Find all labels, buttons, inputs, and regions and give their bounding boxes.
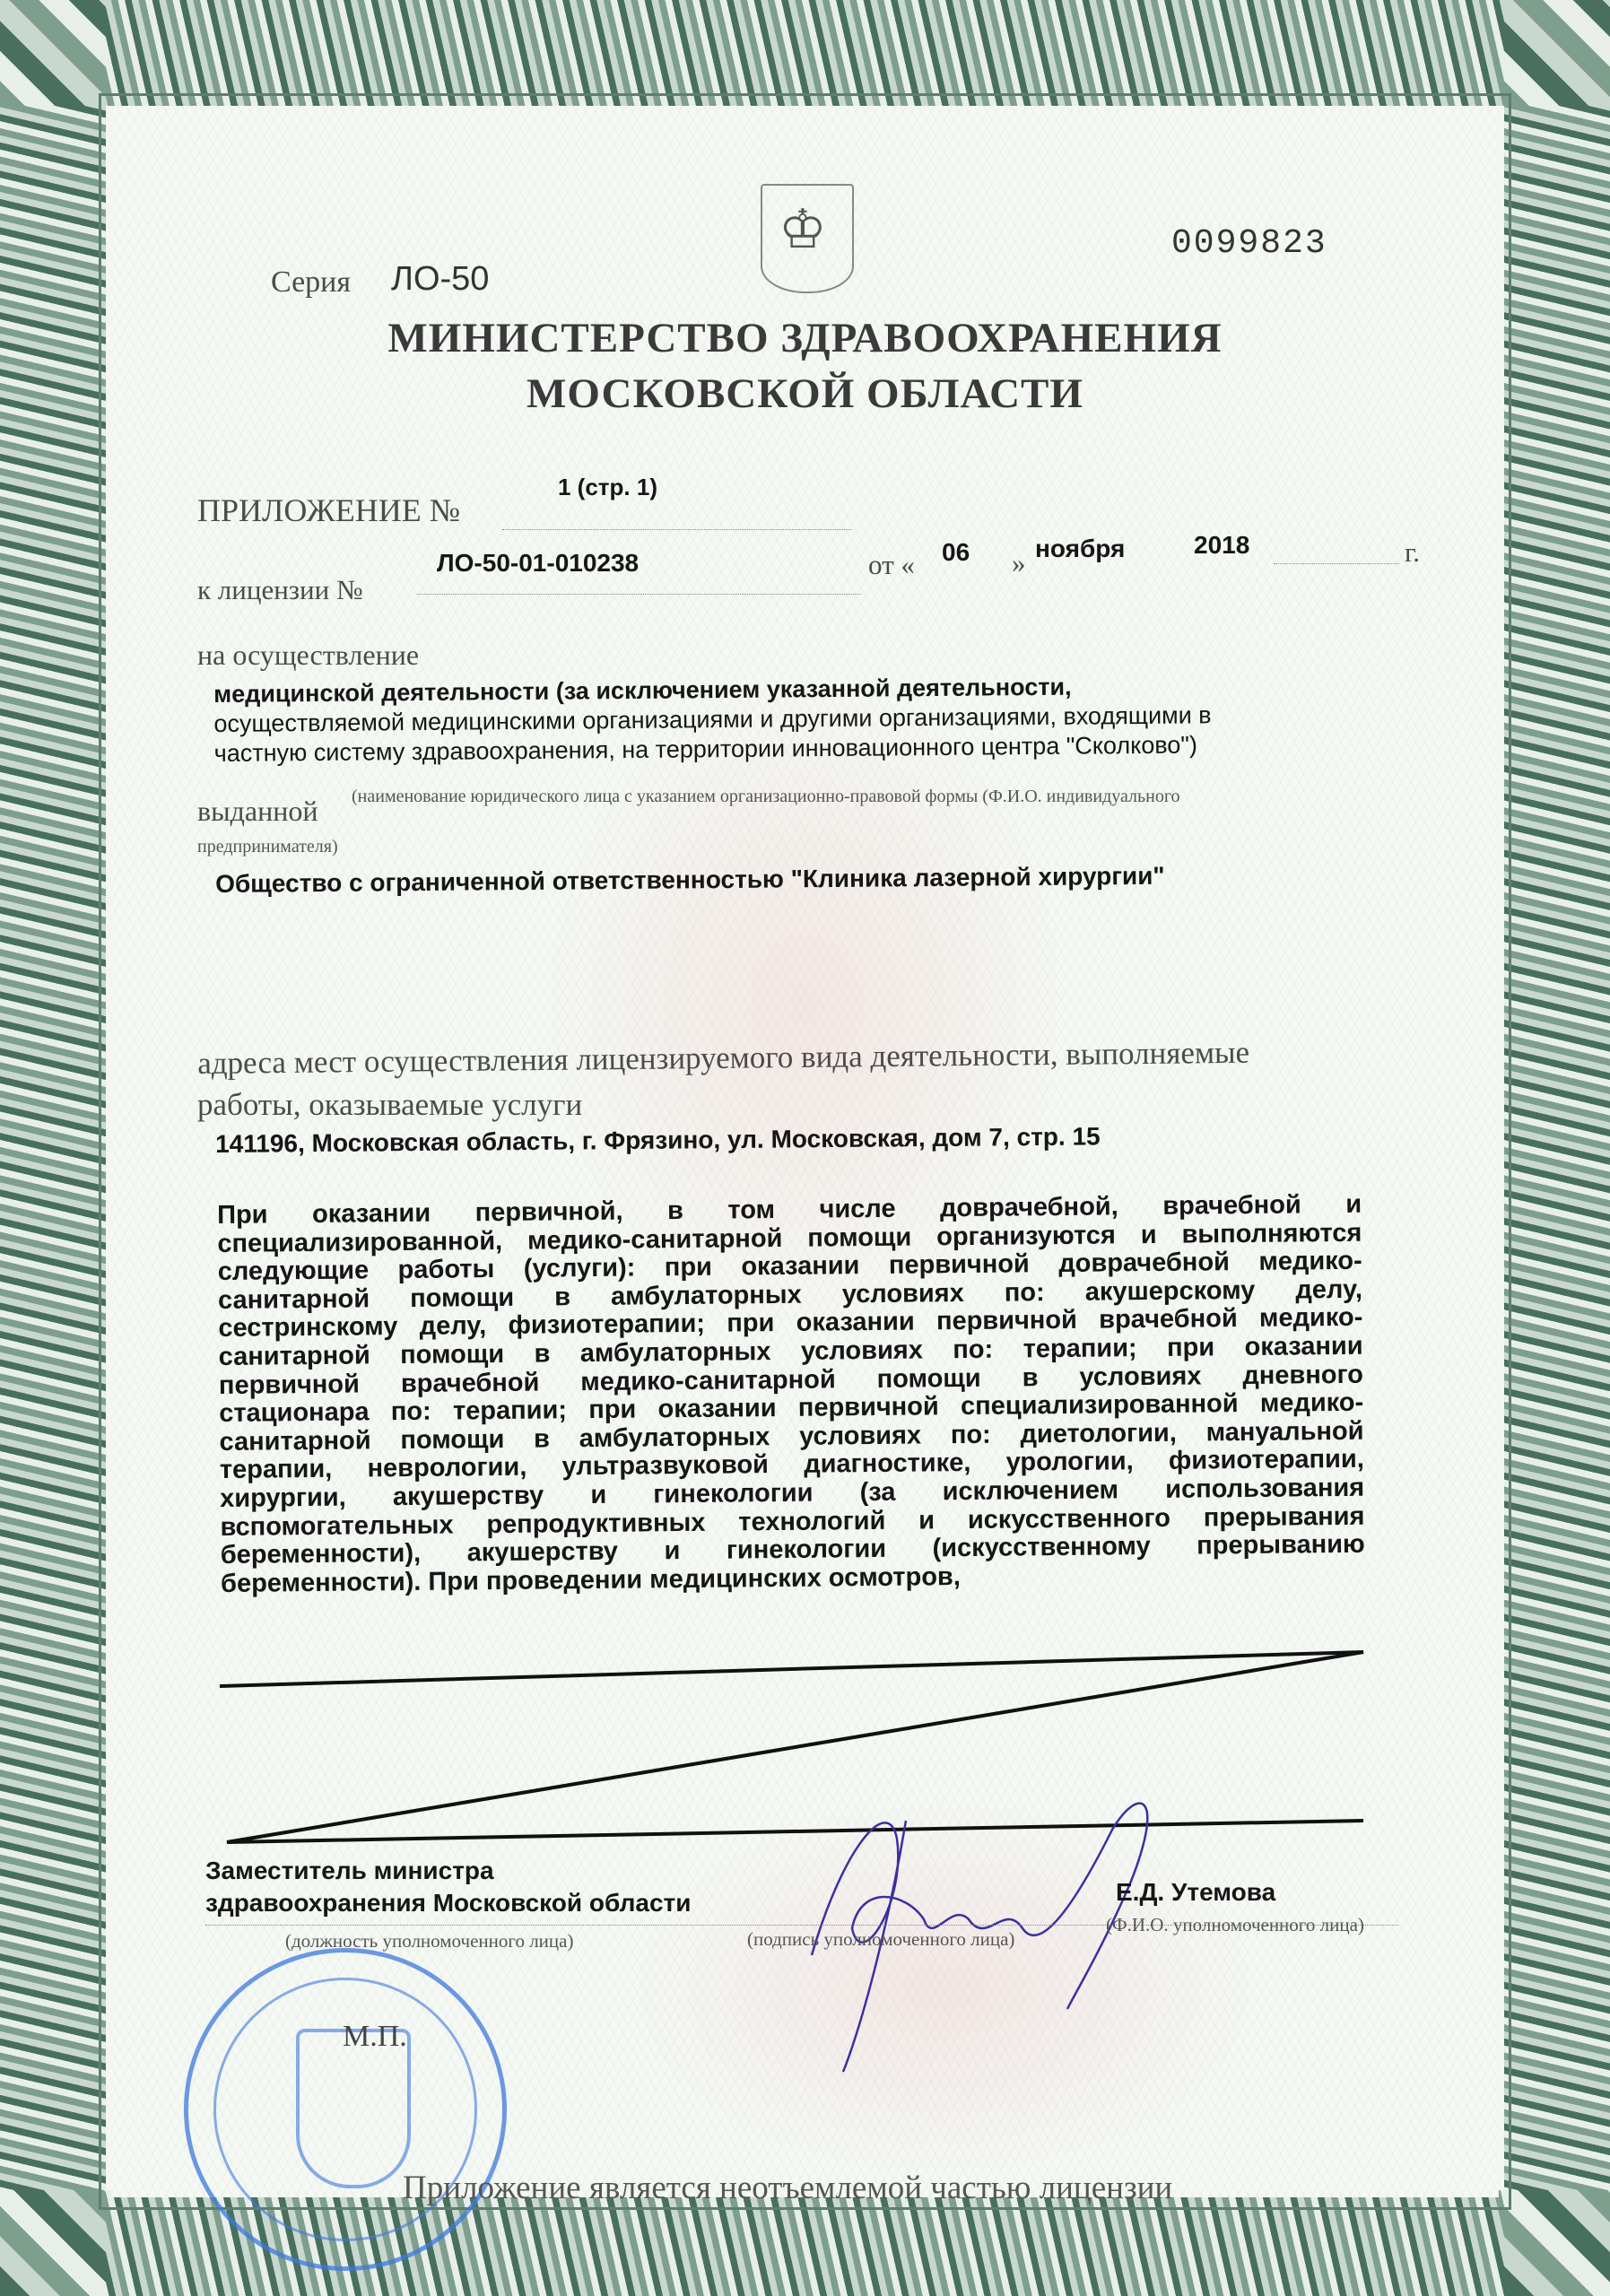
services-line: стационара по: терапии; при оказании первичной специализированной медико-: [219, 1387, 1364, 1429]
activity-line: медицинской деятельности (за исключением указанной деятельности,: [213, 673, 1072, 708]
signer-position-line2: здравоохранения Московской области: [205, 1889, 692, 1917]
address-label-line2: работы, оказываемые услуги: [197, 1087, 583, 1122]
series-value: ЛО-50: [391, 260, 490, 298]
name-hint: (Ф.И.О. уполномоченного лица): [1106, 1914, 1364, 1935]
coat-of-arms-emblem-icon: ♔: [761, 184, 854, 293]
services-line: беременности), акушерству и гинекологии (искусственному прерыванию: [220, 1529, 1365, 1570]
address-label-line1: адреса мест осуществления лицензируемого вида деятельности, выполняемые: [197, 1034, 1250, 1081]
date-quote-close: »: [1012, 547, 1026, 578]
license-label: к лицензии №: [197, 574, 363, 605]
services-line: беременности). При проведении медицинских осмотров,: [220, 1561, 961, 1598]
services-line: специализированной, медико-санитарной помощи организуются и выполняются: [217, 1218, 1362, 1258]
appendix-label: ПРИЛОЖЕНИЕ №: [197, 492, 461, 528]
document-number: 0099823: [1171, 224, 1327, 263]
organization-name: Общество с ограниченной ответственностью "Клиника лазерной хирургии": [215, 861, 1165, 898]
official-seal: [184, 1948, 507, 2271]
issued-hint-line1: (наименование юридического лица с указанием организационно-правовой формы (Ф.И.О. индивидуального: [352, 787, 1180, 806]
appendix-number: 1 (стр. 1): [558, 474, 657, 500]
activity-line: осуществляемой медицинскими организациями и другими организациями, входящими в: [213, 701, 1212, 737]
services-line: следующие работы (услуги): при оказании первичной доврачебной медико-: [217, 1246, 1362, 1287]
issued-hint-line2: предпринимателя): [197, 837, 338, 857]
services-line: санитарной помощи в амбулаторных условиях по: диетологии, мануальной: [219, 1416, 1364, 1457]
footer-note: Приложение является неотъемлемой частью лицензии: [403, 2170, 1173, 2206]
signer-position-line1: Заместитель министра: [205, 1857, 494, 1884]
services-line: сестринскому делу, физиотерапии; при оказании первичной врачебной медико-: [218, 1303, 1363, 1344]
date-day: 06: [942, 538, 970, 566]
services-line: хирургии, акушерству и гинекологии (за исключением использования: [220, 1473, 1365, 1513]
strikeout-z-line: [220, 1652, 1363, 1842]
services-line: первичной врачебной медико-санитарной помощи в условиях дневного: [218, 1360, 1364, 1400]
date-month: ноября: [1035, 535, 1126, 562]
ministry-title-line1: МИНИСТЕРСТВО ЗДРАВООХРАНЕНИЯ: [387, 315, 1223, 361]
address-value: 141196, Московская область, г. Фрязино, ул. Московская, дом 7, стр. 15: [215, 1122, 1101, 1158]
services-line: терапии, неврологии, ультразвуковой диагностике, урологии, физиотерапии,: [219, 1445, 1364, 1485]
services-line: При оказании первичной, в том числе доврачебной, врачебной и: [216, 1189, 1362, 1230]
series-label: Серия: [271, 265, 352, 299]
position-hint: (должность уполномоченного лица): [285, 1930, 574, 1952]
seal-place-label: М.П.: [343, 2020, 407, 2053]
services-line: санитарной помощи в амбулаторных условиях по: терапии; при оказании: [218, 1331, 1363, 1371]
signer-name: Е.Д. Утемова: [1116, 1878, 1276, 1906]
issued-label: выданной: [197, 795, 318, 827]
date-from-label: от «: [868, 549, 915, 580]
services-line: санитарной помощи в амбулаторных условиях по: акушерскому делу,: [217, 1274, 1363, 1315]
date-year-suffix: г.: [1405, 536, 1420, 568]
activity-label: на осуществление: [197, 639, 420, 671]
services-line: вспомогательных репродуктивных технологий и искусственного прерывания: [220, 1501, 1365, 1542]
activity-line: частную систему здравоохранения, на территории инновационного центра "Сколково"): [213, 731, 1198, 767]
ministry-title-line2: МОСКОВСКОЙ ОБЛАСТИ: [527, 370, 1083, 417]
signature-hint: (подпись уполномоченного лица): [747, 1928, 1015, 1950]
date-year: 2018: [1194, 531, 1250, 559]
license-number: ЛО-50-01-010238: [437, 549, 640, 577]
